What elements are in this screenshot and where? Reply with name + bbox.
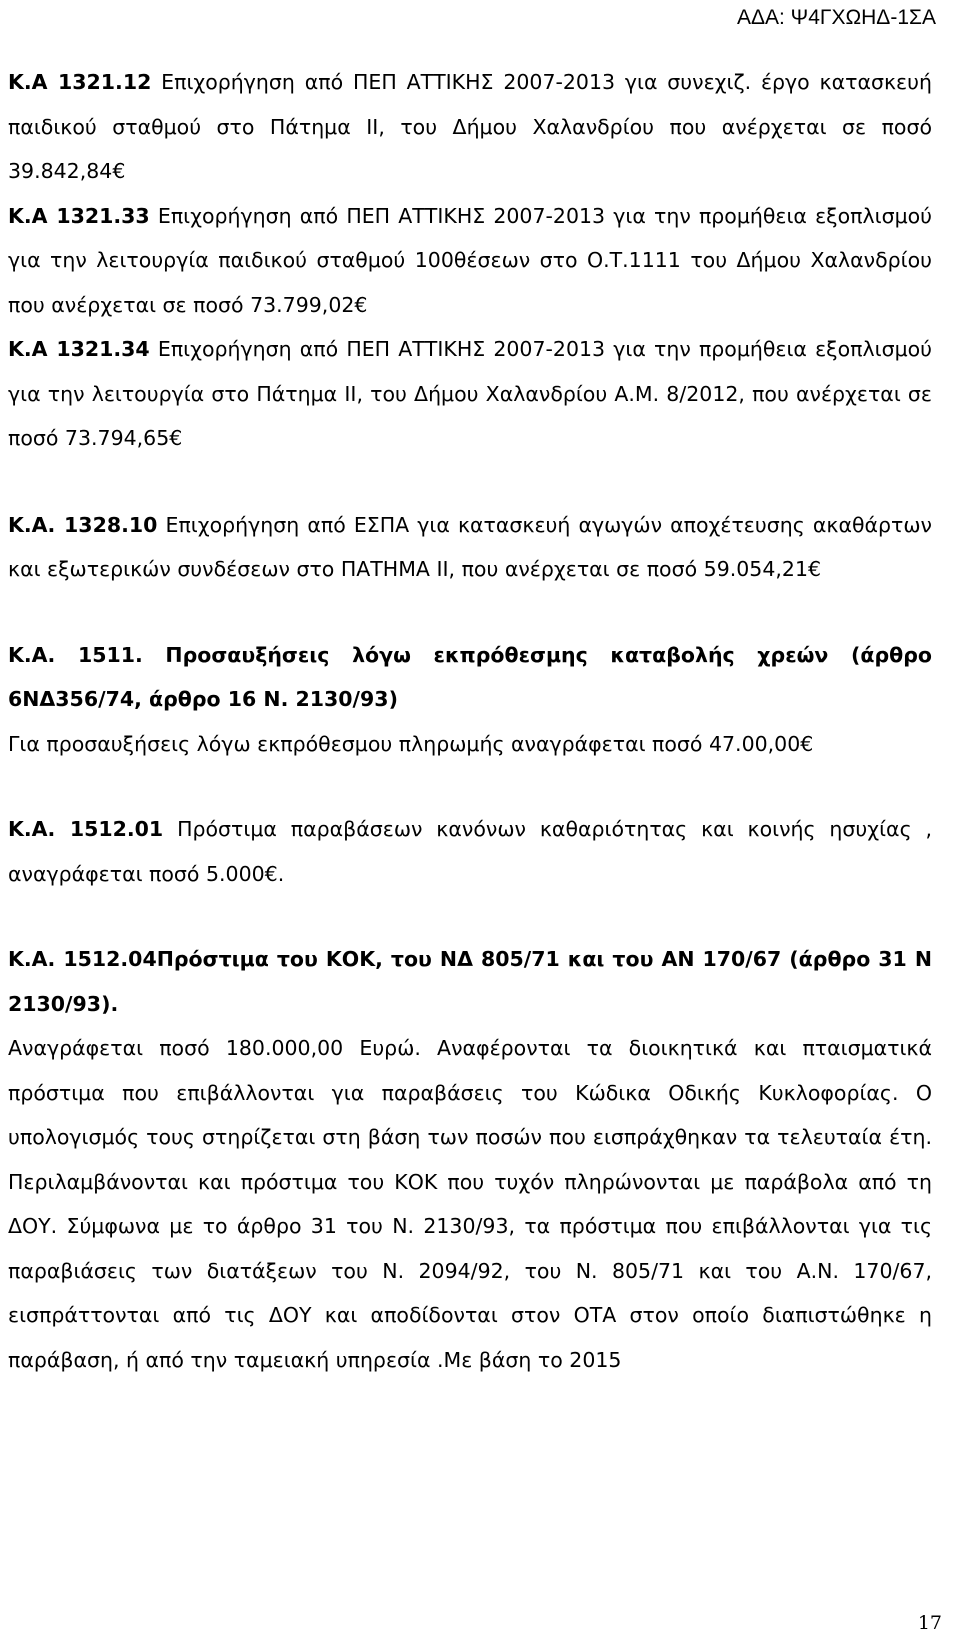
- ka-text: Επιχορήγηση από ΕΣΠΑ για κατασκευή αγωγών αποχέτευσης ακαθάρτων και εξωτερικών συνδέσεων στο ΠΑΤΗΜΑ ΙΙ, που ανέρχεται σε ποσό 59.054,21€: [8, 512, 932, 581]
- ka-code: Κ.Α. 1512.01: [8, 817, 164, 841]
- ka-text: Επιχορήγηση από ΠΕΠ ΑΤΤΙΚΗΣ 2007-2013 για την προμήθεια εξοπλισμού για την λειτουργία στο Πάτημα ΙΙ, του Δήμου Χαλανδρίου Α.Μ. 8/2012, που ανέρχεται σε ποσό 73.794,65€: [8, 337, 933, 450]
- heading-ka-1512-04: Κ.Α. 1512.04Πρόστιμα του ΚΟΚ, του ΝΔ 805/71 και του ΑΝ 170/67 (άρθρο 31 Ν 2130/93).: [8, 947, 932, 1016]
- paragraph-ka-1512-04: Αναγράφεται ποσό 180.000,00 Ευρώ. Αναφέρονται τα διοικητικά και πταισματικά πρόστιμα που επιβάλλονται για παραβάσεις του Κώδικα Οδικής Κυκλοφορίας. Ο υπολογισμός τους στηρίζεται στη βάση των ποσών που εισπράχθηκαν τα τελευταία έτη. Περιλαμβάνονται και πρόστιμα του ΚΟΚ που τυχόν πληρώνονται με παράβολα από τη ΔΟΥ. Σύμφωνα με το άρθρο 31 του Ν. 2130/93, τα πρόστιμα που επιβάλλονται για τις παραβιάσεις των διατάξεων του Ν. 2094/92, του Ν. 805/71 και του Α.Ν. 170/67, εισπράττονται από τις ΔΟΥ και αποδίδονται στον ΟΤΑ στον οποίο διαπιστώθηκε η παράβαση, ή από την ταμειακή υπηρεσία .Με βάση το 2015: [8, 1036, 932, 1372]
- ka-text: Επιχορήγηση από ΠΕΠ ΑΤΤΙΚΗΣ 2007-2013 για την προμήθεια εξοπλισμού για την λειτουργία παιδικού σταθμού 100θέσεων στο Ο.Τ.1111 του Δήμου Χαλανδρίου που ανέρχεται σε ποσό 73.799,02€: [8, 203, 933, 317]
- ka-text: Επιχορήγηση από ΠΕΠ ΑΤΤΙΚΗΣ 2007-2013 για συνεχιζ. έργο κατασκευή παιδικού σταθμού στο Πάτημα ΙΙ, του Δήμου Χαλανδρίου που ανέρχεται σε ποσό 39.842,84€: [8, 70, 932, 183]
- ka-code: Κ.Α 1321.34: [8, 337, 150, 361]
- paragraph-ka-1328-10: [8, 503, 932, 592]
- heading-ka-1511: Κ.Α. 1511. Προσαυξήσεις λόγω εκπρόθεσμης καταβολής χρεών (άρθρο 6ΝΔ356/74, άρθρο 16 Ν. 2130/93): [8, 642, 932, 711]
- paragraph-ka-1512-01: [8, 807, 932, 896]
- ka-code: Κ.Α. 1328.10: [8, 512, 158, 537]
- paragraph-ka-1511: Για προσαυξήσεις λόγω εκπρόθεσμου πληρωμής αναγράφεται ποσό 47.00,00€: [8, 731, 814, 756]
- paragraph-ka-1321-34: [8, 327, 932, 461]
- ka-text: Πρόστιμα παραβάσεων κανόνων καθαριότητας και κοινής ησυχίας , αναγράφεται ποσό 5.000€.: [8, 817, 932, 886]
- ada-code: ΑΔΑ: Ψ4ΓΧΩΗΔ-1ΣΑ: [736, 6, 936, 29]
- document-body: [8, 60, 932, 1382]
- spacer: [8, 461, 932, 503]
- page-number: 17: [917, 1612, 942, 1634]
- spacer: [8, 766, 932, 807]
- spacer: [8, 896, 932, 937]
- paragraph-ka-1321-33: [8, 194, 932, 328]
- ka-code: Κ.Α 1321.33: [8, 203, 150, 228]
- ka-code: Κ.Α 1321.12: [8, 70, 152, 94]
- paragraph-ka-1321-12: [8, 60, 932, 194]
- spacer: [8, 592, 932, 633]
